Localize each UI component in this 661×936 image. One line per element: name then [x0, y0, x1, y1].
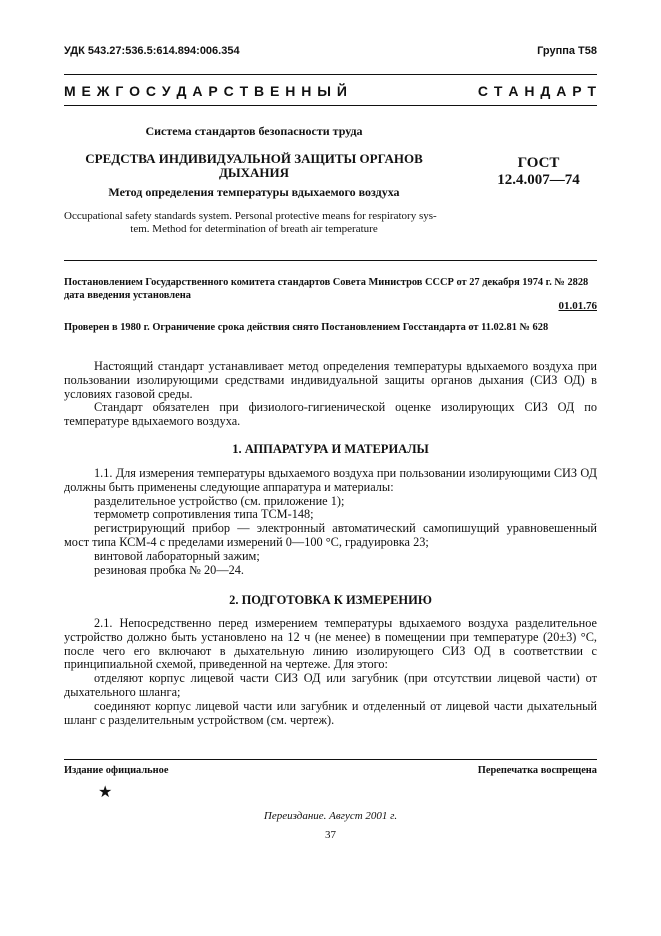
top-rule [64, 74, 597, 75]
english-title-line1: Occupational safety standards system. Personal protective means for respiratory sys- [64, 210, 437, 222]
title-rule [64, 260, 597, 261]
list-item: резиновая пробка № 20—24. [94, 562, 244, 577]
gost-label: ГОСТ [517, 155, 560, 171]
list-item: разделительное устройство (см. приложение 1); [94, 493, 345, 508]
english-title-line2: tem. Method for determination of breath air temperature [130, 223, 378, 235]
section-2-paragraph: 2.1. Непосредственно перед измерением температуры вдыхаемого воздуха разделительное устройство должно быть установлено на 12 ч (не менее) в помещении при температуре (20±3) °С, после чего его включают в дыхательную линию изолирующего СИЗ ОД в соответствии с принципиальной схемой, приведенной на чертеже. Для этого: [64, 616, 597, 672]
reprint-prohibited: Перепечатка воспрещена [477, 765, 597, 776]
intro-paragraph-1: Настоящий стандарт устанавливает метод определения температуры вдыхаемого воздуха при пользовании изолирующими средствами индивидуальной защиты органов дыхания (СИЗ ОД) в условиях газовой среды. [64, 359, 597, 401]
standard-subtitle: Метод определения температуры вдыхаемого воздуха [108, 185, 400, 199]
group-code: Группа Т58 [537, 45, 597, 57]
introduction-date: 01.01.76 [558, 300, 597, 312]
section-2-heading: 2. ПОДГОТОВКА К ИЗМЕРЕНИЮ [229, 593, 432, 607]
list-item: винтовой лабораторный зажим; [94, 548, 260, 563]
banner-standard: С Т А Н Д А Р Т [477, 83, 597, 99]
reissue-note: Переиздание. Август 2001 г. [263, 810, 398, 822]
list-item: регистрирующий прибор — электронный автоматический самопишущий уравновешенный мост типа КСМ-4 с пределами измерений 0—100 °С, градуировка 23; [64, 521, 597, 549]
standard-title-line2: ДЫХАНИЯ [218, 165, 290, 180]
list-item: термометр сопротивления типа ТСМ-148; [94, 507, 314, 522]
star-icon: ★ [98, 784, 113, 801]
list-item: отделяют корпус лицевой части СИЗ ОД или загубник (при отсутствии лицевой части) от дыхательного шланга; [64, 671, 597, 699]
list-item: соединяют корпус лицевой части или загубник и отделенный от лицевой части дыхательный шланг с разделительным устройством (см. чертеж). [64, 698, 597, 727]
intro-text [64, 360, 597, 429]
udk-code: УДК 543.27:536.5:614.894:006.354 [64, 45, 240, 57]
official-edition: Издание официальное [64, 765, 169, 776]
standard-title-line1: СРЕДСТВА ИНДИВИДУАЛЬНОЙ ЗАЩИТЫ ОРГАНОВ [85, 151, 423, 166]
approval-decree: Постановлением Государственного комитета стандартов Совета Министров СССР от 27 декабря 1974 г. № 2828 [64, 277, 589, 288]
gost-number: 12.4.007—74 [497, 172, 580, 188]
section-1-paragraph: 1.1. Для измерения температуры вдыхаемого воздуха при пользовании изолирующими СИЗ ОД должны быть применены следующие аппаратура и материалы: [64, 466, 597, 494]
revision-note: Проверен в 1980 г. Ограничение срока действия снято Постановлением Госстандарта от 11.02.81 № 628 [64, 322, 549, 333]
banner-interstate: М Е Ж Г О С У Д А Р С Т В Е Н Н Ы Й [64, 83, 348, 99]
section-2-text [64, 617, 597, 727]
page-number: 37 [325, 829, 336, 841]
footer-rule [64, 759, 597, 760]
intro-paragraph-2: Стандарт обязателен при физиолого-гигиенической оценке изолирующих СИЗ ОД по температуре вдыхаемого воздуха. [64, 400, 597, 429]
section-1-text [64, 467, 597, 577]
system-title: Система стандартов безопасности труда [145, 124, 363, 138]
approval-intro-date-label: дата введения установлена [64, 290, 191, 301]
banner-rule [64, 105, 597, 106]
section-1-heading: 1. АППАРАТУРА И МАТЕРИАЛЫ [232, 442, 429, 456]
